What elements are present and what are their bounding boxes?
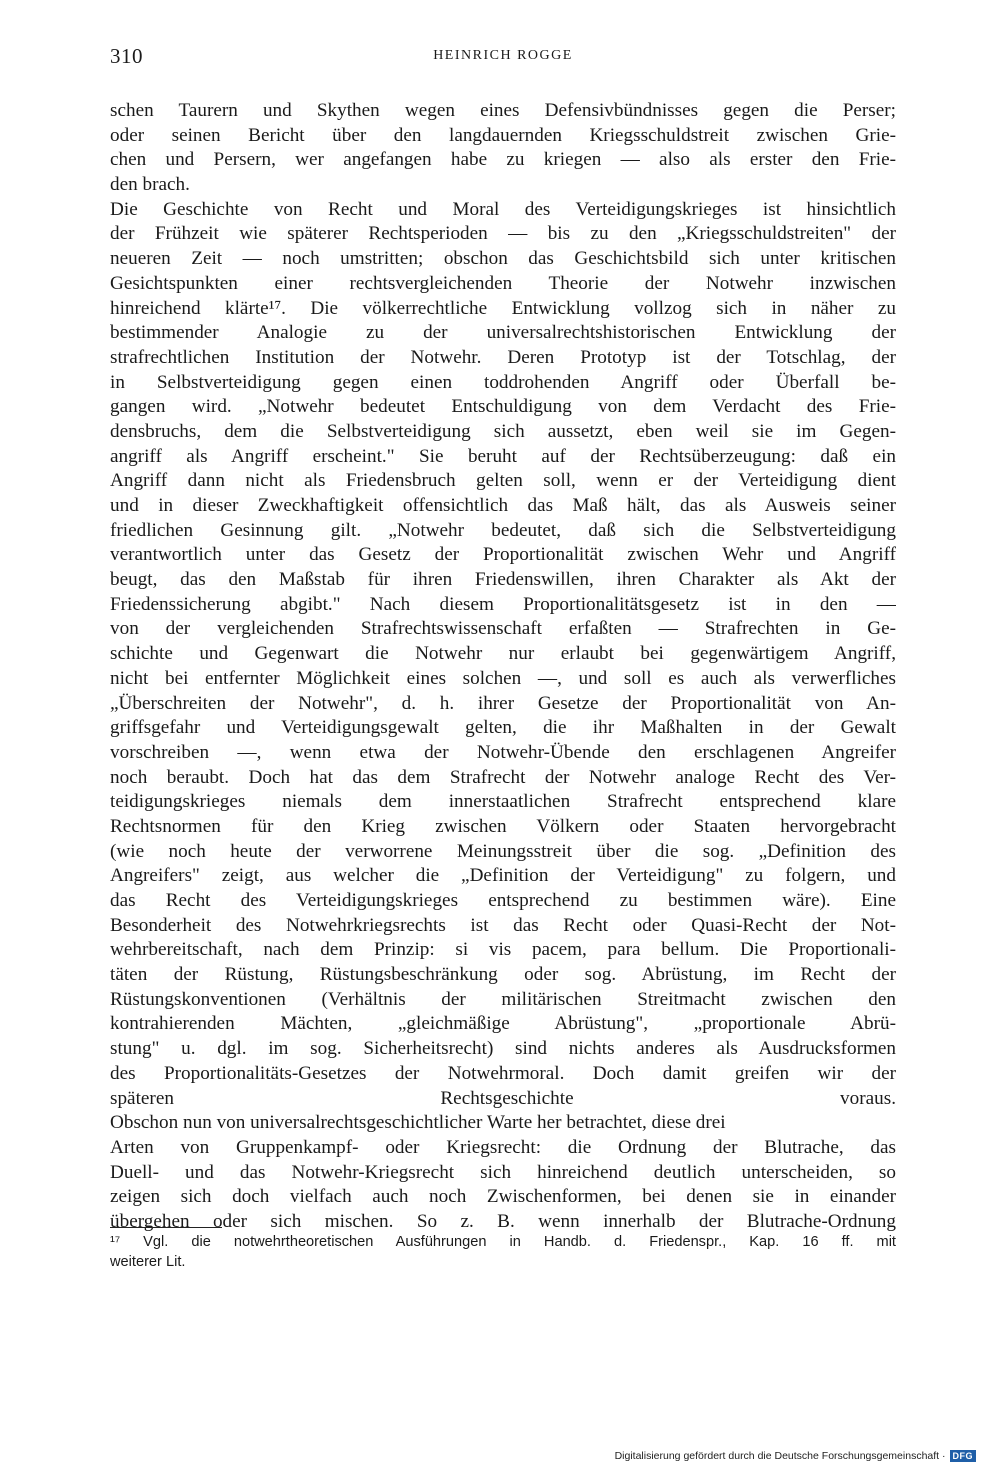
footnote-line: ¹⁷ Vgl. die notwehrtheoretischen Ausführungen in Handb. d. Friedenspr., Kap. 16 ff. mit bbox=[110, 1234, 896, 1250]
text-line: Rüstungskonventionen (Verhältnis der militärischen Streitmacht zwischen den bbox=[110, 988, 896, 1010]
text-line: Die Geschichte von Recht und Moral des Verteidigungskrieges ist hinsichtlich bbox=[110, 198, 896, 220]
text-line: den brach. bbox=[110, 174, 190, 196]
text-line: (wie noch heute der verworrene Meinungsstreit über die sog. „Definition des bbox=[110, 840, 896, 862]
text-line: das Recht des Verteidigungskrieges entsprechend zu bestimmen wäre). Eine bbox=[110, 890, 896, 911]
text-line: densbruchs, dem die Selbstverteidigung sich aussetzt, eben weil sie im Gegen- bbox=[110, 420, 896, 442]
body-text bbox=[110, 99, 896, 1235]
text-line: Friedenssicherung abgibt." Nach diesem Proportionalitätsgesetz ist in den — bbox=[110, 593, 896, 615]
text-line: des Proportionalitäts-Gesetzes der Notwehrmoral. Doch damit greifen wir der bbox=[110, 1062, 896, 1084]
page-header bbox=[110, 40, 896, 70]
text-line: Obschon nun von universalrechtsgeschichtlicher Warte her betrachtet, diese drei bbox=[110, 1112, 726, 1134]
text-line: zeigen sich doch vielfach auch noch Zwischenformen, bei denen sie in einander bbox=[110, 1186, 896, 1208]
text-line: friedlichen Gesinnung gilt. „Notwehr bedeutet, daß sich die Selbstverteidigung bbox=[110, 519, 896, 541]
footnote-line: weiterer Lit. bbox=[110, 1253, 186, 1270]
text-line: und in dieser Zweckhaftigkeit offensichtlich das Maß hält, das als Ausweis seiner bbox=[110, 495, 896, 516]
footnote-divider bbox=[110, 1227, 222, 1228]
text-line: stung" u. dgl. im sog. Sicherheitsrecht) sind nichts anderes als Ausdrucksformen bbox=[110, 1038, 896, 1060]
text-line: schen Taurern und Skythen wegen eines Defensivbündnisses gegen die Perser; bbox=[110, 100, 896, 121]
text-line: wehrbereitschaft, nach dem Prinzip: si vis pacem, para bellum. Die Proportionali- bbox=[110, 939, 896, 961]
text-line: chen und Persern, wer angefangen habe zu kriegen — also als erster den Frie- bbox=[110, 149, 896, 171]
text-line: noch beraubt. Doch hat das dem Strafrecht der Notwehr analoge Recht des Ver- bbox=[110, 766, 896, 788]
text-line: späteren Rechtsgeschichte voraus. bbox=[110, 1087, 896, 1109]
text-line: neueren Zeit — noch umstritten; obschon das Geschichtsbild sich unter kritischen bbox=[110, 248, 896, 270]
text-line: Besonderheit des Notwehrkriegsrechts ist das Recht oder Quasi-Recht der Not- bbox=[110, 914, 896, 936]
text-line: kontrahierenden Mächten, „gleichmäßige Abrüstung", „proportionale Abrü- bbox=[110, 1013, 896, 1035]
text-line: bestimmender Analogie zu der universalrechtshistorischen Entwicklung der bbox=[110, 322, 896, 344]
text-line: in Selbstverteidigung gegen einen toddrohenden Angriff oder Überfall be- bbox=[110, 371, 896, 393]
text-line: der Frühzeit wie späterer Rechtsperioden — bis zu den „Kriegsschuldstreiten" der bbox=[110, 223, 896, 245]
text-line: oder seinen Bericht über den langdauernden Kriegsschuldstreit zwischen Grie- bbox=[110, 124, 896, 146]
digitization-credit bbox=[615, 1450, 976, 1462]
text-line: Gesichtspunkten einer rechtsvergleichenden Theorie der Notwehr inzwischen bbox=[110, 272, 896, 294]
text-line: Duell- und das Notwehr-Kriegsrecht sich hinreichend deutlich unterscheiden, so bbox=[110, 1161, 896, 1183]
text-line: angriff als Angriff erscheint." Sie beruht auf der Rechtsüberzeugung: daß ein bbox=[110, 445, 896, 467]
text-line: Angreifers" zeigt, aus welcher die „Definition der Verteidigung" zu folgern, und bbox=[110, 865, 896, 887]
text-line: täten der Rüstung, Rüstungsbeschränkung oder sog. Abrüstung, im Recht der bbox=[110, 964, 896, 986]
text-line: strafrechtlichen Institution der Notwehr. Deren Prototyp ist der Totschlag, der bbox=[110, 346, 896, 368]
text-line: hinreichend klärte¹⁷. Die völkerrechtliche Entwicklung vollzog sich in näher zu bbox=[110, 297, 896, 319]
footnotes bbox=[110, 1233, 896, 1272]
text-line: schichte und Gegenwart die Notwehr nur erlaubt bei gegenwärtigem Angriff, bbox=[110, 643, 896, 665]
text-line: vorschreiben —, wenn etwa der Notwehr-Übende den erschlagenen Angreifer bbox=[110, 741, 896, 763]
text-line: beugt, das den Maßstab für ihren Friedenswillen, ihren Charakter als Akt der bbox=[110, 569, 896, 591]
credit-text: Digitalisierung gefördert durch die Deutsche Forschungsgemeinschaft · bbox=[614, 1450, 946, 1462]
text-line: gangen wird. „Notwehr bedeutet Entschuldigung von dem Verdacht des Frie- bbox=[110, 396, 896, 418]
text-line: „Überschreiten der Notwehr", d. h. ihrer Gesetze der Proportionalität von An- bbox=[110, 692, 896, 714]
dfg-logo: DFG bbox=[950, 1450, 977, 1462]
text-line: Angriff dann nicht als Friedensbruch gelten soll, wenn er der Verteidigung dient bbox=[110, 470, 896, 492]
text-line: nicht bei entfernter Möglichkeit eines solchen —, und soll es auch als verwerfliches bbox=[110, 667, 896, 689]
text-line: Arten von Gruppenkampf- oder Kriegsrecht: die Ordnung der Blutrache, das bbox=[110, 1136, 896, 1158]
text-line: teidigungskrieges niemals dem innerstaatlichen Strafrecht entsprechend klare bbox=[110, 791, 896, 813]
text-line: Rechtsnormen für den Krieg zwischen Völkern oder Staaten hervorgebracht bbox=[110, 815, 896, 837]
text-line: übergehen oder sich mischen. So z. B. wenn innerhalb der Blutrache-Ordnung bbox=[110, 1210, 896, 1232]
running-head: HEINRICH ROGGE bbox=[433, 48, 573, 63]
text-line: griffsgefahr und Verteidigungsgewalt gelten, die ihr Maßhalten in der Gewalt bbox=[110, 717, 896, 739]
text-line: verantwortlich unter das Gesetz der Proportionalität zwischen Wehr und Angriff bbox=[110, 544, 896, 566]
text-line: von der vergleichenden Strafrechtswissenschaft erfaßten — Strafrechten in Ge- bbox=[110, 618, 896, 640]
page-number: 310 bbox=[110, 44, 143, 68]
